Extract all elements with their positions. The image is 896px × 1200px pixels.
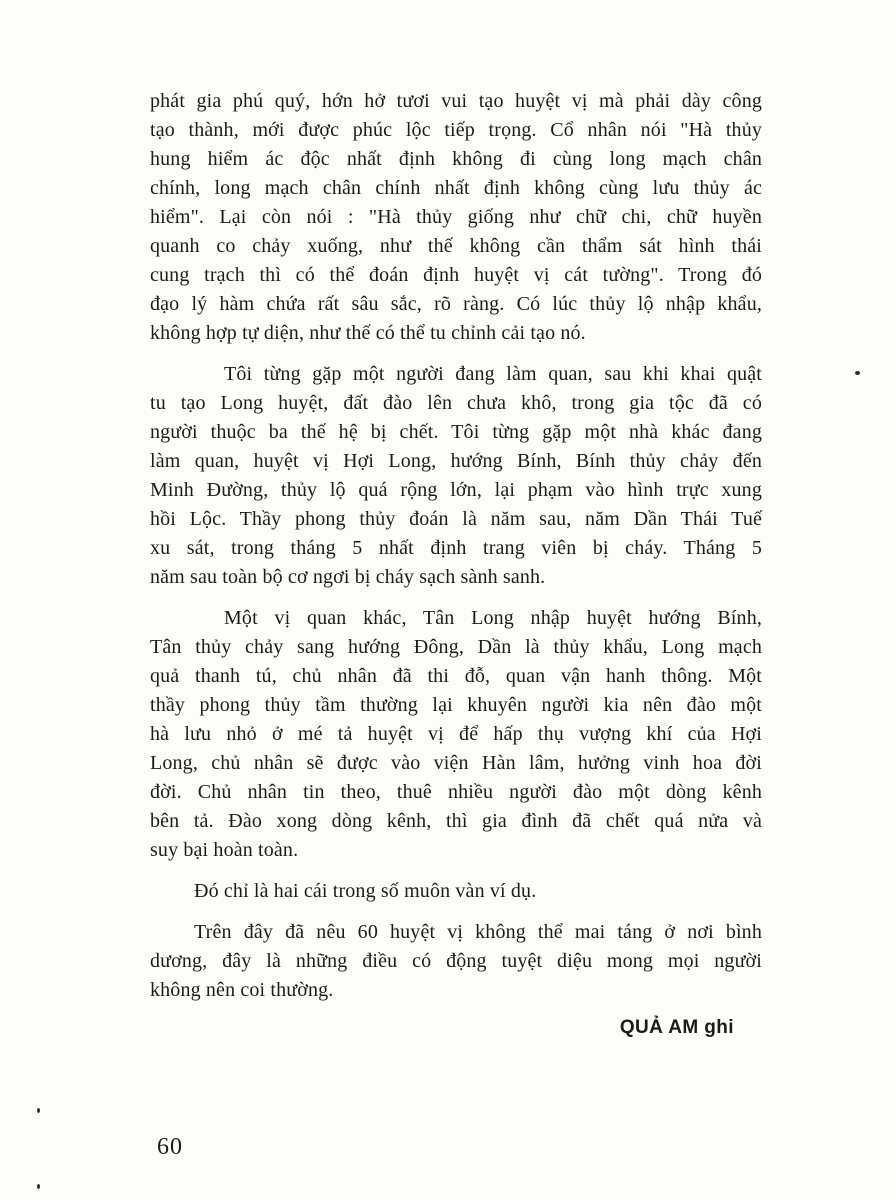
text-line: đời. Chủ nhân tin theo, thuê nhiều người đào một dòng kênh xyxy=(150,781,762,803)
paragraph xyxy=(150,87,762,348)
text-line: Long, chủ nhân sẽ được vào viện Hàn lâm, hưởng vinh hoa đời xyxy=(150,752,762,774)
text-line: cung trạch thì có thể đoán định huyệt vị cát tường". Trong đó xyxy=(150,264,762,286)
text-line: bên tả. Đào xong dòng kênh, thì gia đình đã chết quá nửa và xyxy=(150,810,762,832)
text-line: suy bại hoàn toàn. xyxy=(150,839,299,861)
text-line: dương, đây là những điều có động tuyệt diệu mong mọi người xyxy=(150,950,762,972)
text-line: hiểm". Lại còn nói : "Hà thủy giống như chữ chi, chữ huyền xyxy=(150,206,762,228)
text-line: xu sát, trong tháng 5 nhất định trang viên bị cháy. Tháng 5 xyxy=(150,537,762,559)
text-line: hà lưu nhỏ ở mé tả huyệt vị để hấp thụ vượng khí của Hợi xyxy=(150,723,762,745)
text-line: Một vị quan khác, Tân Long nhập huyệt hướng Bính, xyxy=(224,607,762,629)
text-line: đạo lý hàm chứa rất sâu sắc, rõ ràng. Có lúc thủy lộ nhập khẩu, xyxy=(150,293,762,315)
text-line: năm sau toàn bộ cơ ngơi bị cháy sạch sành sanh. xyxy=(150,566,546,588)
text-line: hồi Lộc. Thầy phong thủy đoán là năm sau, năm Dần Thái Tuế xyxy=(150,508,762,530)
paragraph xyxy=(150,360,762,592)
text-line: hung hiểm ác độc nhất định không đi cùng long mạch chân xyxy=(150,148,762,170)
text-line: làm quan, huyệt vị Hợi Long, hướng Bính, Bính thủy chảy đến xyxy=(150,450,762,472)
text-line: quanh co chảy xuống, như thế không cần thẩm sát hình thái xyxy=(150,235,762,257)
text-line: tạo thành, mới được phúc lộc tiếp trọng. Cổ nhân nói "Hà thủy xyxy=(150,119,762,141)
text-line: không hợp tự diện, như thế có thể tu chỉnh cải tạo nó. xyxy=(150,322,586,344)
text-line: chính, long mạch chân chính nhất định không cùng lưu thủy ác xyxy=(150,177,762,199)
text-line: Trên đây đã nêu 60 huyệt vị không thể mai táng ở nơi bình xyxy=(194,921,762,943)
author-signature: QUẢ AM ghi xyxy=(619,1017,734,1038)
ink-speck xyxy=(855,371,860,375)
text-line: không nên coi thường. xyxy=(150,979,334,1001)
paragraph xyxy=(150,877,762,906)
text-line: Tân thủy chảy sang hướng Đông, Dần là thủy khẩu, Long mạch xyxy=(150,636,762,658)
ink-speck xyxy=(37,1184,40,1189)
text-line: thầy phong thủy tầm thường lại khuyên người kia nên đào một xyxy=(150,694,762,716)
ink-speck xyxy=(37,1108,40,1113)
text-line: Tôi từng gặp một người đang làm quan, sau khi khai quật xyxy=(224,363,762,385)
paragraph xyxy=(150,918,762,1005)
body-text xyxy=(150,87,762,1039)
text-line: Đó chỉ là hai cái trong số muôn vàn ví dụ. xyxy=(194,880,537,902)
page-number: 60 xyxy=(157,1134,183,1160)
text-line: phát gia phú quý, hớn hở tươi vui tạo huyệt vị mà phải dày công xyxy=(150,90,762,112)
signature-row xyxy=(150,1017,762,1039)
text-line: tu tạo Long huyệt, đất đào lên chưa khô, trong gia tộc đã có xyxy=(150,392,762,414)
text-line: quả thanh tú, chủ nhân đã thi đỗ, quan vận hanh thông. Một xyxy=(150,665,762,687)
paragraph xyxy=(150,604,762,865)
text-line: người thuộc ba thế hệ bị chết. Tôi từng gặp một nhà khác đang xyxy=(150,421,762,443)
text-line: Minh Đường, thủy lộ quá rộng lớn, lại phạm vào hình trực xung xyxy=(150,479,762,501)
